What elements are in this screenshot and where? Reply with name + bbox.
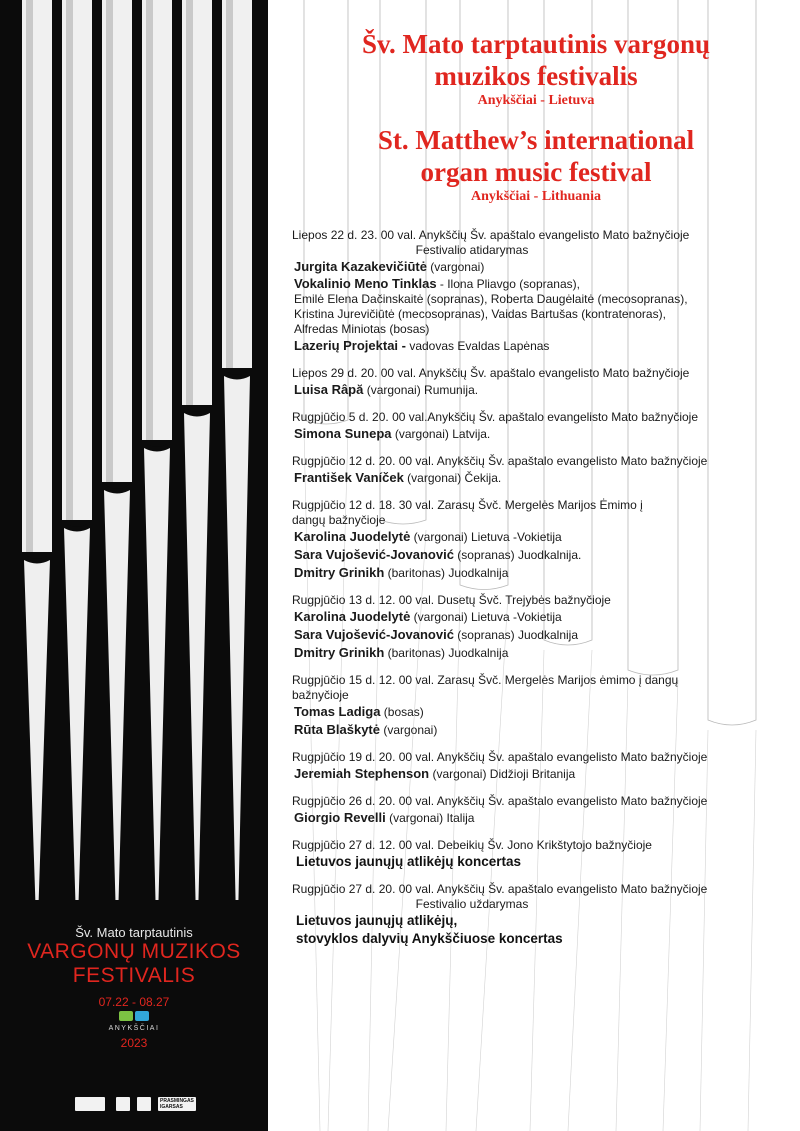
festival-title-en (282, 124, 790, 188)
performer (292, 546, 790, 564)
performer-role: (bosas) (380, 705, 424, 719)
performer (292, 258, 790, 276)
concert-title: Lietuvos jaunųjų atlikėjų, (296, 913, 458, 928)
performer-role: - Ilona Pliavgo (sopranas), (436, 277, 580, 291)
performer-name: Giorgio Revelli (294, 810, 386, 825)
performer (292, 528, 790, 546)
organ-pipe-foot (24, 560, 50, 920)
organ-pipe-mouth (62, 520, 92, 527)
performer (292, 703, 790, 721)
performer-continued: Kristina Jurevičiūtė (mecosopranas), Vaidas Bartušas (kontratenoras), (294, 307, 666, 321)
performer (292, 381, 790, 399)
organ-pipe-shade (146, 0, 153, 440)
performer (292, 608, 790, 626)
organ-pipe-foot (104, 490, 130, 920)
performer-continued: Emilė Elena Dačinskaitė (sopranas), Roberta Daugėlaitė (mecosopranas), (294, 292, 688, 306)
location-lt: Anykščiai - Lietuva (477, 93, 595, 108)
event-item (292, 498, 790, 582)
festival-title-lt-line2: muzikos festivalis (434, 61, 638, 91)
organ-pipe-mouth (142, 440, 172, 447)
performer (292, 765, 790, 783)
organ-pipe-shade (226, 0, 233, 368)
organ-pipe-foot (224, 376, 250, 920)
organ-pipes-illustration (0, 0, 268, 920)
pipe-cutoff (0, 900, 268, 920)
organ-pipe-shade (186, 0, 193, 405)
concert-title: Lietuvos jaunųjų atlikėjų koncertas (296, 854, 522, 869)
performer-name: Dmitry Grinikh (294, 565, 385, 580)
performer-role: (baritonas) Juodkalnija (384, 566, 509, 580)
poster-subtitle: Šv. Mato tarptautinis (75, 925, 193, 940)
festival-title-lt (282, 28, 790, 92)
festival-title-lt-line1: Šv. Mato tarptautinis vargonų (361, 29, 711, 59)
poster-dates: 07.22 - 08.27 (98, 995, 170, 1009)
event-item (292, 673, 790, 739)
sponsor-label-2: IGARSAS (160, 1104, 183, 1110)
performer (292, 809, 790, 827)
performer-name: Jurgita Kazakevičiūtė (294, 259, 427, 274)
performer-role: (vargonai) Čekija. (403, 471, 502, 485)
organ-pipe-foot (64, 528, 90, 920)
performer-name: Vokalinio Meno Tinklas (294, 276, 437, 291)
performer (292, 626, 790, 644)
poster-title-line1: VARGONŲ MUZIKOS (27, 940, 241, 963)
performer-role: vadovas Evaldas Lapėnas (405, 339, 550, 353)
event-list (282, 228, 790, 948)
performer (292, 425, 790, 443)
festival-title-en-line2: organ music festival (420, 157, 652, 187)
performer (292, 644, 790, 662)
event-item (292, 454, 790, 487)
organ-pipe-shade (66, 0, 73, 520)
location-en: Anykščiai - Lithuania (471, 189, 601, 204)
performer-continued: Alfredas Miniotas (bosas) (294, 322, 430, 336)
organ-pipe-foot (184, 413, 210, 920)
event-item (292, 366, 790, 399)
performer-role: (baritonas) Juodkalnija (384, 646, 509, 660)
performer-name: Sara Vujošević-Jovanović (294, 627, 454, 642)
performer-name: František Vaníček (294, 470, 404, 485)
performer-role: (vargonai) (379, 723, 438, 737)
event-item (292, 410, 790, 443)
performer-name: Jeremiah Stephenson (294, 766, 430, 781)
poster-panel (0, 0, 268, 1131)
performer-name: Rūta Blaškytė (294, 722, 380, 737)
event-when: Rugpjūčio 15 d. 12. 00 val. Zarasų Švč. Mergelės Marijos ėmimo į dangų (292, 673, 679, 687)
event-item (292, 228, 790, 355)
event-when: Liepos 29 d. 20. 00 val. Anykščių Šv. apaštalo evangelisto Mato bažnyčioje (292, 366, 690, 380)
organ-pipe-shade (106, 0, 113, 482)
organ-pipe-mouth (102, 482, 132, 489)
performer (292, 337, 790, 355)
event-when: Rugpjūčio 26 d. 20. 00 val. Anykščių Šv. apaštalo evangelisto Mato bažnyčioje (292, 794, 708, 808)
event-note: Festivalio uždarymas (415, 897, 529, 911)
program-content (282, 28, 790, 959)
event-when: Rugpjūčio 19 d. 20. 00 val. Anykščių Šv. apaštalo evangelisto Mato bažnyčioje (292, 750, 708, 764)
festival-title-en-line1: St. Matthew’s international (377, 125, 695, 155)
festival-logo-icon (119, 1011, 151, 1021)
performer-name: Simona Sunepa (294, 426, 392, 441)
performer-role: (sopranas) Juodkalnija. (453, 548, 582, 562)
event-item (292, 750, 790, 783)
event-when: Liepos 22 d. 23. 00 val. Anykščių Šv. apaštalo evangelisto Mato bažnyčioje (292, 228, 690, 242)
event-item (292, 794, 790, 827)
sponsor-logo-1-icon (75, 1097, 105, 1111)
concert-title: stovyklos dalyvių Anykščiuose koncertas (296, 931, 563, 946)
event-item (292, 593, 790, 662)
performer (292, 721, 790, 739)
event-when: Rugpjūčio 27 d. 12. 00 val. Debeikių Šv. Jono Krikštytojo bažnyčioje (292, 838, 652, 852)
performer-role: (vargonai) (426, 260, 485, 274)
event-when: Rugpjūčio 12 d. 20. 00 val. Anykščių Šv. apaštalo evangelisto Mato bažnyčioje (292, 454, 708, 468)
performer (292, 276, 790, 292)
event-when: Rugpjūčio 12 d. 18. 30 val. Zarasų Švč. Mergelės Marijos Ėmimo į (292, 498, 643, 512)
performer-role: (vargonai) Lietuva -Vokietija (410, 610, 562, 624)
performer-role: (vargonai) Didžioji Britanija (429, 767, 576, 781)
event-item (292, 882, 790, 948)
poster-title-line2: FESTIVALIS (72, 964, 196, 987)
performer-role: (vargonai) Italija (385, 811, 475, 825)
event-item (292, 838, 790, 871)
sponsor-logo-4 (158, 1097, 196, 1111)
event-when-cont: dangų bažnyčioje (292, 513, 386, 527)
organ-pipe-foot (144, 448, 170, 920)
performer (292, 564, 790, 582)
performer-role: (vargonai) Lietuva -Vokietija (410, 530, 562, 544)
organ-pipe-shade (26, 0, 33, 552)
event-when: Rugpjūčio 13 d. 12. 00 val. Dusetų Švč. Trejybės bažnyčioje (292, 593, 611, 607)
event-when: Rugpjūčio 5 d. 20. 00 val.Anykščių Šv. apaštalo evangelisto Mato bažnyčioje (292, 410, 699, 424)
poster-year: 2023 (120, 1036, 148, 1050)
performer (292, 469, 790, 487)
performer-name: Dmitry Grinikh (294, 645, 385, 660)
organ-pipe-mouth (222, 368, 252, 375)
sponsor-logo-3-icon (137, 1097, 151, 1111)
organ-pipe-mouth (182, 405, 212, 412)
poster-title (0, 940, 268, 988)
performer-name: Tomas Ladiga (294, 704, 381, 719)
performer-role: (vargonai) Latvija. (391, 427, 491, 441)
performer-role: (sopranas) Juodkalnija (453, 628, 579, 642)
performer-name: Lazerių Projektai - (294, 338, 406, 353)
event-when-cont: bažnyčioje (292, 688, 349, 702)
event-note: Festivalio atidarymas (415, 243, 529, 257)
organ-pipe-mouth (22, 552, 52, 559)
performer-name: Sara Vujošević-Jovanović (294, 547, 454, 562)
performer-role: (vargonai) Rumunija. (363, 383, 479, 397)
poster-city: ANYKŠČIAI (108, 1025, 160, 1032)
performer-name: Karolina Juodelytė (294, 609, 411, 624)
event-when: Rugpjūčio 27 d. 20. 00 val. Anykščių Šv. apaštalo evangelisto Mato bažnyčioje (292, 882, 708, 896)
performer-name: Luisa Râpă (294, 382, 364, 397)
performer-name: Karolina Juodelytė (294, 529, 411, 544)
sponsor-logo-2-icon (116, 1097, 130, 1111)
sponsor-label-1: PRASMINGAS (160, 1098, 194, 1104)
